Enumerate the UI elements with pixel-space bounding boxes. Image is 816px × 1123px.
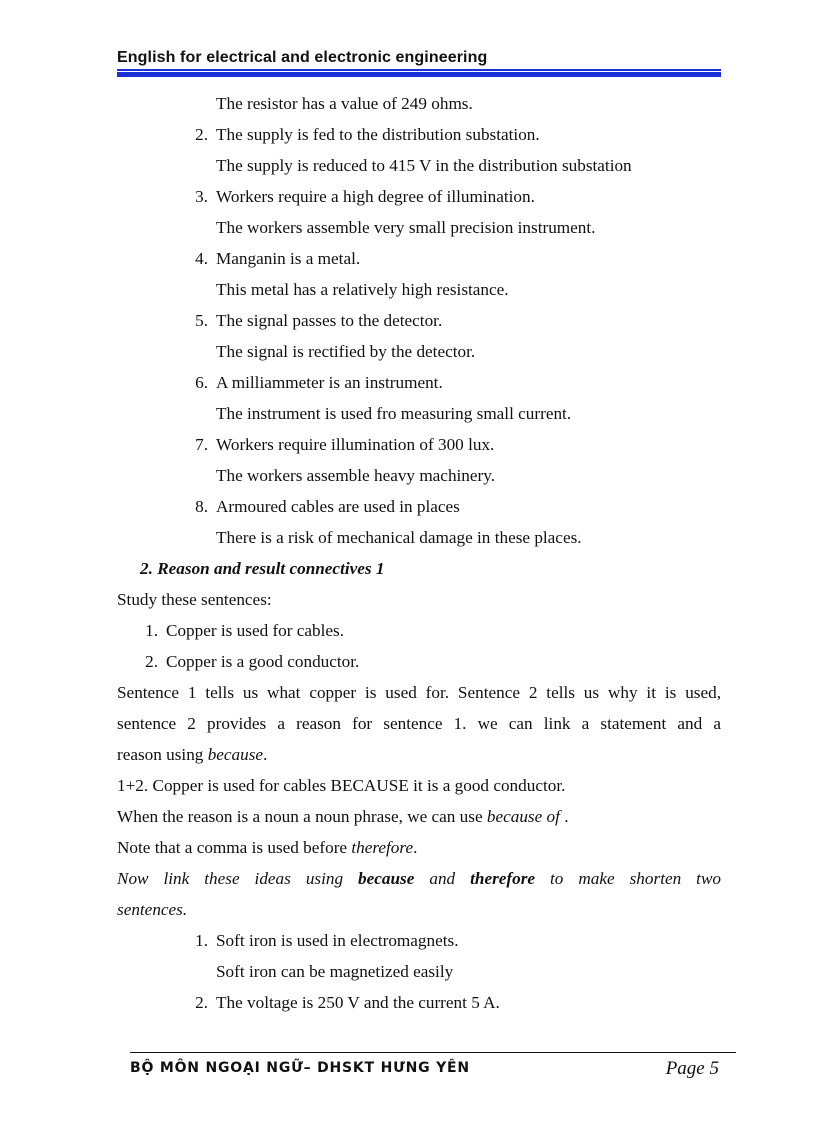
exercise-line: [117, 336, 721, 367]
paragraph-text: [117, 801, 569, 832]
combined-sentence: 1+2. Copper is used for cables BECAUSE it is a good conductor.: [117, 776, 566, 795]
example-sentence: Copper is a good conductor.: [166, 652, 360, 671]
header-rule-thin: [117, 69, 721, 71]
instruction-text-part: to make shorten two: [535, 869, 721, 888]
example-sentence: Copper is used for cables.: [166, 621, 345, 640]
running-header-title: English for electrical and electronic engineering: [117, 49, 488, 66]
item-number: 5.: [195, 311, 208, 330]
item-number: 8.: [195, 497, 208, 516]
study-intro: Study these sentences:: [117, 590, 272, 609]
exercise-line: [117, 305, 721, 336]
exercise-line: [117, 274, 721, 305]
paragraph-line: [117, 832, 721, 863]
exercise-sentence: A milliammeter is an instrument.: [216, 373, 443, 392]
page-body: [117, 88, 721, 1018]
example-line: [117, 615, 721, 646]
paragraph-line: [117, 677, 721, 708]
section-heading-line: [117, 553, 721, 584]
exercise-sentence: Workers require illumination of 300 lux.: [216, 435, 495, 454]
paragraph-text-part: .: [559, 807, 569, 826]
exercise-line: [117, 522, 721, 553]
exercise-sentence: The workers assemble heavy machinery.: [216, 466, 496, 485]
instruction-text-part: and: [414, 869, 471, 888]
footer-department: BỘ MÔN NGOẠI NGỮ– DHSKT HƯNG YÊN: [130, 1060, 470, 1076]
section-heading: 2. Reason and result connectives 1: [140, 559, 385, 578]
paragraph-text-part: .: [263, 745, 268, 764]
exercise-line: [117, 150, 721, 181]
exercise-line: [117, 181, 721, 212]
exercise-line: [117, 367, 721, 398]
instruction-text: sentences.: [117, 900, 188, 919]
instruction-text-part: Now link these ideas using: [117, 869, 359, 888]
paragraph-line: [117, 770, 721, 801]
page-number: Page 5: [665, 1058, 719, 1079]
keyword-therefore: therefore: [470, 869, 536, 888]
keyword-because: because: [358, 869, 415, 888]
paragraph-text: Sentence 1 tells us what copper is used for. Sentence 2 tells us why it is used,: [117, 683, 721, 702]
emphasis-because-of: because of: [486, 807, 560, 826]
exercise-line: [117, 212, 721, 243]
exercise-line: [117, 460, 721, 491]
item-number: 2.: [195, 993, 208, 1012]
exercise-line: [117, 987, 721, 1018]
exercise-sentence: The supply is fed to the distribution substation.: [216, 125, 540, 144]
exercise-line: [117, 119, 721, 150]
exercise-sentence: The resistor has a value of 249 ohms.: [216, 94, 473, 113]
item-number: 1.: [195, 931, 208, 950]
instruction-line: [117, 894, 721, 925]
exercise-line: [117, 491, 721, 522]
instruction-text: [117, 863, 721, 894]
exercise-sentence: Manganin is a metal.: [216, 249, 361, 268]
exercise-sentence: The signal passes to the detector.: [216, 311, 443, 330]
exercise-sentence: Soft iron is used in electromagnets.: [216, 931, 459, 950]
paragraph-text-part: reason using: [117, 745, 208, 764]
exercise-sentence: Workers require a high degree of illumination.: [216, 187, 535, 206]
paragraph-line: [117, 739, 721, 770]
paragraph-text-part: .: [413, 838, 418, 857]
paragraph-line: [117, 801, 721, 832]
header-rule-thick: [117, 72, 721, 77]
item-number: 4.: [195, 249, 208, 268]
exercise-line: [117, 429, 721, 460]
exercise-line: [117, 88, 721, 119]
exercise-line: [117, 243, 721, 274]
exercise-sentence: Soft iron can be magnetized easily: [216, 962, 454, 981]
item-number: 2.: [195, 125, 208, 144]
instruction-line: [117, 863, 721, 894]
item-number: 1.: [145, 621, 158, 640]
item-number: 2.: [145, 652, 158, 671]
paragraph-text-part: Note that a comma is used before: [117, 838, 352, 857]
exercise-sentence: The workers assemble very small precision instrument.: [216, 218, 596, 237]
emphasis-therefore: therefore: [351, 838, 414, 857]
exercise-sentence: The voltage is 250 V and the current 5 A.: [216, 993, 500, 1012]
exercise-sentence: This metal has a relatively high resistance.: [216, 280, 509, 299]
item-number: 6.: [195, 373, 208, 392]
emphasis-because: because: [207, 745, 264, 764]
item-number: 7.: [195, 435, 208, 454]
exercise-sentence: The instrument is used fro measuring small current.: [216, 404, 572, 423]
exercise-sentence: There is a risk of mechanical damage in these places.: [216, 528, 582, 547]
exercise-line: [117, 925, 721, 956]
item-number: 3.: [195, 187, 208, 206]
paragraph-line: [117, 584, 721, 615]
paragraph-text: sentence 2 provides a reason for sentence 1. we can link a statement and a: [117, 714, 721, 733]
paragraph-text: [117, 739, 267, 770]
paragraph-text-part: When the reason is a noun a noun phrase, we can use: [117, 807, 487, 826]
exercise-line: [117, 956, 721, 987]
paragraph-text: [117, 832, 417, 863]
footer-rule: [130, 1052, 736, 1053]
exercise-line: [117, 398, 721, 429]
exercise-sentence: The supply is reduced to 415 V in the distribution substation: [216, 156, 632, 175]
exercise-sentence: Armoured cables are used in places: [216, 497, 460, 516]
example-line: [117, 646, 721, 677]
paragraph-line: [117, 708, 721, 739]
exercise-sentence: The signal is rectified by the detector.: [216, 342, 476, 361]
